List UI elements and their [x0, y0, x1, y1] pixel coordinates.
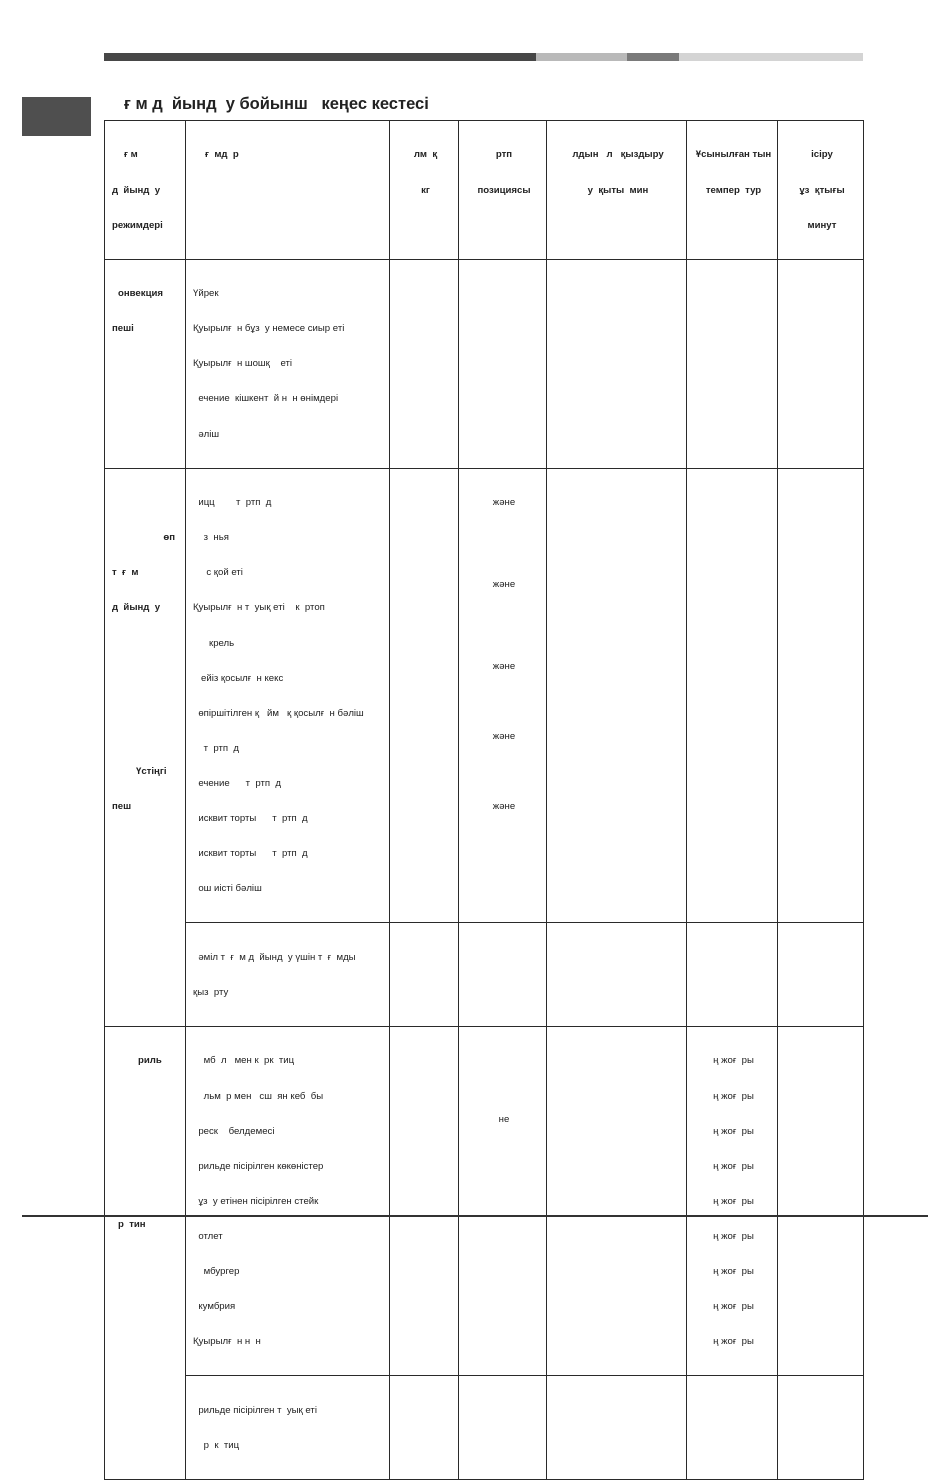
table-row-convection: [105, 259, 864, 468]
cell-duration: [778, 923, 864, 1027]
header-food: ғ мд р: [186, 121, 390, 260]
cell-preheat: [547, 923, 687, 1027]
page-title: ғ м д йынд у бойынш кеңес кестесі: [124, 95, 429, 113]
food-list-convection: Үйрек Қуырылғ н бұз у немесе сиыр еті Қуырылғ н шошқ еті ечение кішкент й н н өнімдері әліш: [186, 259, 390, 468]
cell-weight: [390, 468, 459, 923]
header-temperature: Ұсынылған тын темпер тур: [687, 121, 778, 260]
cell-preheat: [547, 1376, 687, 1480]
table-header-row: [105, 121, 864, 260]
cell-position: [459, 259, 547, 468]
mode-grill: риль р тин: [105, 1027, 186, 1480]
header-bar-mid: [627, 53, 679, 61]
table-row-grill: [105, 1027, 864, 1376]
header-bar-dark: [104, 53, 536, 61]
cell-duration: [778, 1027, 864, 1376]
mode-top-oven: Үстіңгі: [136, 766, 167, 778]
header-cooking-mode: ғ м д йынд у режимдері: [105, 121, 186, 260]
header-bar-pale: [679, 53, 863, 61]
table-row-multilevel: [105, 468, 864, 923]
cell-duration: [778, 1376, 864, 1480]
cell-temperature: [687, 259, 778, 468]
cell-temperature: [687, 1376, 778, 1480]
temperature-list-grill: ң жоғ ры ң жоғ ры ң жоғ ры ң жоғ ры ң жоғ ры ң жоғ ры ң жоғ ры ң жоғ ры ң жоғ ры: [687, 1027, 778, 1376]
header-weight: лм қ кг: [390, 121, 459, 260]
cooking-advice-table: [104, 120, 864, 1480]
cell-position: [459, 1376, 547, 1480]
cell-preheat: [547, 259, 687, 468]
cell-preheat: [547, 468, 687, 923]
food-list-multilevel: ицц т ртп д з нья с қой еті Қуырылғ н т уық еті к ртоп крель ейіз қосылғ н кекс өпіршітілген қ йм қ қосылғ н бәліш т ртп д ечение т ртп д исквит торты т ртп д исквит торты т ртп д ош иісті бәліш: [186, 468, 390, 923]
position-grill: не: [459, 1027, 547, 1376]
header-cooking-duration: ісіру ұз қтығы минут: [778, 121, 864, 260]
section-tab-marker: [22, 97, 91, 136]
cell-duration: [778, 259, 864, 468]
table-row-gratin: [105, 1376, 864, 1480]
header-preheat-time: лдын л қыздыру у қыты мин: [547, 121, 687, 260]
food-list-top-oven: әміл т ғ м д йынд у үшін т ғ мды қыз рту: [186, 923, 390, 1027]
header-rack-position: ртп позициясы: [459, 121, 547, 260]
cell-duration: [778, 468, 864, 923]
cell-temperature: [687, 923, 778, 1027]
food-list-grill: мб л мен к рк тиц льм р мен сш ян кеб бы реск белдемесі рильде пісірілген көкөністер ұз у етінен пісірілген стейк отлет мбургер кумбрия Қуырылғ н н н: [186, 1027, 390, 1376]
header-bar-light: [536, 53, 627, 61]
food-list-gratin: рильде пісірілген т уық еті р к тиц: [186, 1376, 390, 1480]
position-list-multilevel: және және және және және: [459, 468, 547, 923]
mode-multilevel-top: өп т ғ м д йынд у Үстіңгі пеш: [105, 468, 186, 1026]
cell-weight: [390, 923, 459, 1027]
mode-gratin: р тин: [118, 1219, 146, 1231]
footer-rule: [22, 1215, 928, 1217]
cell-weight: [390, 259, 459, 468]
cell-weight: [390, 1376, 459, 1480]
table-row-top-oven: [105, 923, 864, 1027]
cell-preheat: [547, 1027, 687, 1376]
mode-convection: онвекция пеші: [105, 259, 186, 468]
cell-temperature: [687, 468, 778, 923]
cell-weight: [390, 1027, 459, 1376]
cell-position: [459, 923, 547, 1027]
